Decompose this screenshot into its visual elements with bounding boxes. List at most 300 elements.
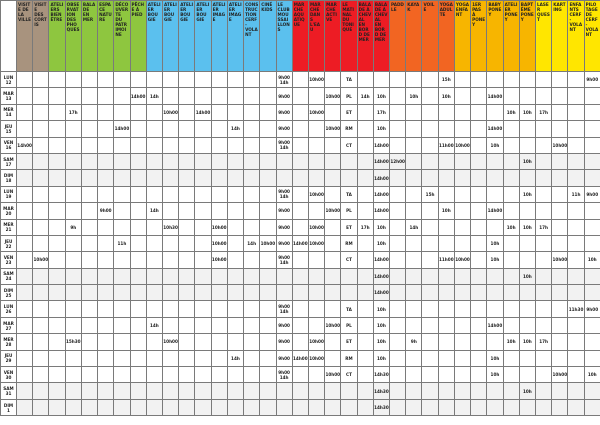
schedule-cell	[568, 219, 584, 235]
schedule-cell	[244, 121, 260, 137]
schedule-cell	[422, 252, 438, 268]
day-label	[1, 170, 17, 186]
schedule-cell	[471, 268, 487, 284]
schedule-cell	[357, 88, 373, 104]
schedule-cell	[438, 268, 454, 284]
session-time: 14h	[409, 224, 419, 230]
schedule-cell	[195, 367, 211, 383]
schedule-cell	[114, 399, 130, 415]
schedule-cell	[471, 104, 487, 120]
schedule-cell	[308, 137, 324, 153]
activity-column-header	[487, 1, 503, 72]
schedule-cell	[49, 285, 65, 301]
schedule-cell	[211, 350, 227, 366]
session-time: 10h00	[163, 109, 178, 115]
schedule-cell	[454, 334, 470, 350]
schedule-cell	[227, 170, 243, 186]
schedule-cell	[130, 137, 146, 153]
schedule-cell	[130, 186, 146, 202]
session-time: 10h	[522, 224, 532, 230]
schedule-cell	[195, 137, 211, 153]
activity-column-label: CINÉ KIDS	[261, 2, 273, 12]
schedule-cell	[260, 367, 276, 383]
day-number: 12	[5, 79, 12, 85]
schedule-cell	[438, 235, 454, 251]
schedule-cell	[81, 383, 97, 399]
schedule-cell	[471, 88, 487, 104]
day-row	[1, 383, 600, 399]
activity-column-header	[325, 1, 341, 72]
schedule-cell	[487, 350, 503, 366]
schedule-cell	[454, 317, 470, 333]
activity-column-label: YOGA ADULTE	[439, 2, 453, 17]
schedule-cell	[357, 72, 373, 88]
schedule-cell	[244, 72, 260, 88]
schedule-cell	[519, 350, 535, 366]
schedule-cell	[146, 367, 162, 383]
schedule-cell	[552, 285, 568, 301]
schedule-cell	[292, 235, 308, 251]
schedule-cell	[195, 334, 211, 350]
day-row	[1, 334, 600, 350]
schedule-cell	[292, 186, 308, 202]
schedule-cell	[130, 350, 146, 366]
schedule-cell	[406, 186, 422, 202]
weekday-name: LUN	[3, 74, 14, 80]
schedule-cell	[341, 252, 357, 268]
activity-column-header	[17, 1, 33, 72]
schedule-cell	[211, 153, 227, 169]
schedule-cell	[276, 203, 292, 219]
activity-column-label: CONSTRUCTION CERF-VOLANT	[245, 2, 259, 37]
schedule-cell	[454, 301, 470, 317]
session-time: 10h00	[309, 241, 324, 247]
schedule-cell	[341, 88, 357, 104]
schedule-cell	[390, 104, 406, 120]
day-number: 23	[5, 259, 12, 265]
schedule-cell	[487, 235, 503, 251]
session-time: 10h00	[33, 257, 49, 263]
schedule-cell	[519, 153, 535, 169]
session-time: 9h00	[278, 323, 290, 329]
schedule-cell	[373, 203, 389, 219]
session-time: 10h	[522, 339, 532, 345]
activity-column-label: KAYAK	[407, 2, 420, 12]
session-time: 10h	[490, 372, 500, 378]
schedule-cell	[536, 383, 552, 399]
schedule-cell	[17, 235, 33, 251]
activity-column-header	[341, 1, 357, 72]
schedule-cell	[422, 383, 438, 399]
schedule-cell	[584, 137, 600, 153]
schedule-cell	[438, 121, 454, 137]
schedule-cell	[33, 104, 49, 120]
schedule-cell	[568, 170, 584, 186]
session-time: 14h00	[374, 273, 389, 279]
day-number: 30	[5, 374, 12, 380]
schedule-cell	[454, 383, 470, 399]
schedule-cell	[552, 383, 568, 399]
schedule-cell	[130, 170, 146, 186]
session-time: 9h00	[278, 355, 290, 361]
schedule-cell	[114, 367, 130, 383]
session-time: 10h	[522, 273, 532, 279]
schedule-cell	[17, 350, 33, 366]
schedule-cell	[227, 285, 243, 301]
weekday-name: MAR	[3, 205, 14, 211]
schedule-cell	[519, 235, 535, 251]
activity-column-header	[471, 1, 487, 72]
schedule-cell	[487, 203, 503, 219]
schedule-cell	[584, 235, 600, 251]
schedule-cell	[244, 88, 260, 104]
schedule-cell	[438, 334, 454, 350]
session-time: 9h00	[278, 189, 290, 195]
schedule-cell	[260, 137, 276, 153]
weekday-name: LUN	[3, 189, 14, 195]
session-time: 14h	[231, 126, 240, 132]
schedule-cell	[81, 268, 97, 284]
session-time: 14h	[231, 355, 240, 361]
schedule-cell	[130, 88, 146, 104]
schedule-cell	[503, 285, 519, 301]
activity-column-header	[519, 1, 535, 72]
schedule-cell	[65, 399, 81, 415]
day-number: 19	[5, 194, 12, 200]
schedule-cell	[260, 203, 276, 219]
schedule-cell	[162, 317, 178, 333]
schedule-cell	[276, 334, 292, 350]
schedule-cell	[308, 186, 324, 202]
schedule-cell	[568, 235, 584, 251]
schedule-cell	[49, 137, 65, 153]
schedule-cell	[325, 203, 341, 219]
schedule-cell	[292, 203, 308, 219]
schedule-cell	[227, 88, 243, 104]
session-time: 10h	[506, 109, 516, 115]
schedule-cell	[146, 350, 162, 366]
schedule-cell	[162, 104, 178, 120]
session-time: 14h00	[487, 208, 503, 214]
schedule-cell	[227, 153, 243, 169]
schedule-cell	[390, 367, 406, 383]
schedule-cell	[341, 153, 357, 169]
session-time: 17h	[539, 109, 549, 115]
schedule-cell	[406, 399, 422, 415]
schedule-cell	[179, 186, 195, 202]
schedule-cell	[536, 104, 552, 120]
schedule-cell	[33, 72, 49, 88]
activity-column-header	[357, 1, 373, 72]
schedule-cell	[503, 383, 519, 399]
schedule-cell	[325, 153, 341, 169]
schedule-cell	[162, 383, 178, 399]
session-time: 14h	[279, 194, 289, 200]
session-time: 10h00	[552, 257, 568, 263]
schedule-cell	[308, 367, 324, 383]
schedule-cell	[162, 219, 178, 235]
schedule-cell	[373, 219, 389, 235]
weekday-name: DIM	[3, 402, 14, 408]
schedule-cell	[584, 121, 600, 137]
schedule-cell	[162, 301, 178, 317]
schedule-cell	[373, 285, 389, 301]
schedule-cell	[195, 203, 211, 219]
activity-column-label: ATELIERS BIEN ÊTRE	[50, 2, 64, 22]
schedule-cell	[503, 186, 519, 202]
schedule-cell	[325, 285, 341, 301]
schedule-cell	[390, 72, 406, 88]
schedule-cell	[584, 219, 600, 235]
schedule-cell	[438, 252, 454, 268]
schedule-cell	[584, 203, 600, 219]
session-time: 10h	[377, 126, 386, 132]
schedule-cell	[325, 219, 341, 235]
schedule-cell	[17, 88, 33, 104]
schedule-cell	[357, 186, 373, 202]
schedule-cell	[33, 383, 49, 399]
session-time: 14h00	[293, 241, 308, 247]
schedule-cell	[519, 334, 535, 350]
schedule-cell	[536, 350, 552, 366]
schedule-cell	[406, 203, 422, 219]
schedule-cell	[422, 72, 438, 88]
schedule-cell	[390, 153, 406, 169]
schedule-cell	[227, 137, 243, 153]
day-label	[1, 317, 17, 333]
session-time: 12h00	[390, 159, 405, 165]
schedule-cell	[308, 88, 324, 104]
schedule-cell	[114, 137, 130, 153]
schedule-cell	[454, 153, 470, 169]
day-number: 28	[5, 341, 12, 347]
session-time: 15h	[441, 77, 451, 83]
schedule-cell	[227, 235, 243, 251]
schedule-cell	[227, 367, 243, 383]
activity-column-header	[552, 1, 568, 72]
schedule-cell	[162, 72, 178, 88]
schedule-cell	[438, 285, 454, 301]
schedule-cell	[536, 153, 552, 169]
session-time: 10h00	[309, 355, 324, 361]
schedule-cell	[65, 252, 81, 268]
schedule-cell	[308, 285, 324, 301]
schedule-cell	[260, 317, 276, 333]
schedule-cell	[536, 88, 552, 104]
schedule-cell	[552, 137, 568, 153]
weekday-name: DIM	[3, 173, 14, 179]
schedule-cell	[17, 285, 33, 301]
session-time: 14h	[149, 208, 159, 214]
schedule-cell	[308, 235, 324, 251]
schedule-cell	[552, 235, 568, 251]
schedule-cell	[373, 186, 389, 202]
schedule-cell	[276, 72, 292, 88]
schedule-cell	[179, 252, 195, 268]
schedule-cell	[227, 186, 243, 202]
activity-column-header	[422, 1, 438, 72]
schedule-cell	[227, 399, 243, 415]
session-time: 10h	[490, 355, 500, 361]
schedule-cell	[98, 153, 114, 169]
schedule-cell	[33, 317, 49, 333]
schedule-cell	[65, 121, 81, 137]
day-row	[1, 153, 600, 169]
session-time: 10h00	[309, 224, 324, 230]
schedule-cell	[98, 186, 114, 202]
day-row	[1, 137, 600, 153]
schedule-cell	[373, 72, 389, 88]
schedule-cell	[308, 252, 324, 268]
schedule-cell	[341, 399, 357, 415]
schedule-cell	[519, 88, 535, 104]
schedule-cell	[357, 383, 373, 399]
schedule-cell	[308, 317, 324, 333]
schedule-cell	[211, 334, 227, 350]
schedule-cell	[130, 334, 146, 350]
schedule-cell	[406, 367, 422, 383]
schedule-cell	[17, 383, 33, 399]
schedule-cell	[471, 219, 487, 235]
activity-column-label: ATELIER BOUGIE	[147, 2, 161, 22]
schedule-cell	[260, 88, 276, 104]
schedule-cell	[227, 203, 243, 219]
schedule-cell	[98, 285, 114, 301]
schedule-cell	[17, 186, 33, 202]
activity-column-label: BAPTÊME PONEY	[520, 2, 534, 22]
schedule-cell	[130, 235, 146, 251]
day-label	[1, 367, 17, 383]
schedule-cell	[17, 367, 33, 383]
session-time: 14h00	[374, 175, 389, 181]
schedule-cell	[17, 72, 33, 88]
schedule-cell	[179, 301, 195, 317]
schedule-cell	[65, 88, 81, 104]
schedule-cell	[292, 72, 308, 88]
schedule-cell	[406, 104, 422, 120]
schedule-cell	[552, 121, 568, 137]
activity-column-header	[276, 1, 292, 72]
schedule-cell	[503, 301, 519, 317]
schedule-cell	[292, 153, 308, 169]
schedule-cell	[98, 317, 114, 333]
schedule-cell	[146, 170, 162, 186]
schedule-cell	[179, 268, 195, 284]
schedule-cell	[276, 88, 292, 104]
schedule-cell	[373, 137, 389, 153]
session-time: 10h	[377, 241, 386, 247]
activity-column-label: YOGA ENFANT	[455, 2, 470, 17]
schedule-cell	[568, 137, 584, 153]
schedule-cell	[373, 252, 389, 268]
session-time: 10h00	[163, 339, 178, 345]
session-time: 10h	[522, 109, 532, 115]
schedule-cell	[33, 334, 49, 350]
schedule-cell	[114, 88, 130, 104]
schedule-cell	[536, 235, 552, 251]
schedule-cell	[17, 252, 33, 268]
schedule-cell	[49, 268, 65, 284]
schedule-cell	[503, 350, 519, 366]
schedule-cell	[552, 170, 568, 186]
schedule-cell	[325, 317, 341, 333]
schedule-cell	[471, 153, 487, 169]
schedule-cell	[292, 219, 308, 235]
day-number: 29	[5, 358, 12, 364]
session-time: 10h00	[325, 126, 341, 132]
day-label	[1, 301, 17, 317]
schedule-cell	[325, 186, 341, 202]
schedule-cell	[503, 367, 519, 383]
schedule-cell	[276, 252, 292, 268]
schedule-cell	[292, 350, 308, 366]
schedule-cell	[438, 317, 454, 333]
table-header	[1, 1, 600, 72]
schedule-cell	[568, 285, 584, 301]
schedule-cell	[584, 350, 600, 366]
day-row	[1, 121, 600, 137]
session-time: 10h	[490, 257, 500, 263]
schedule-cell	[357, 268, 373, 284]
session-time: 9h00	[278, 369, 290, 375]
schedule-cell	[325, 235, 341, 251]
session-time: 10h	[506, 224, 516, 230]
schedule-cell	[357, 317, 373, 333]
session-time: 9h00	[278, 241, 290, 247]
schedule-cell	[438, 88, 454, 104]
schedule-cell	[390, 285, 406, 301]
schedule-cell	[114, 285, 130, 301]
schedule-cell	[179, 104, 195, 120]
schedule-cell	[81, 121, 97, 137]
schedule-cell	[162, 88, 178, 104]
activity-column-header	[454, 1, 470, 72]
session-time: 15h	[425, 191, 435, 197]
schedule-cell	[195, 268, 211, 284]
schedule-cell	[211, 235, 227, 251]
schedule-cell	[406, 301, 422, 317]
schedule-cell	[292, 137, 308, 153]
activity-column-header	[162, 1, 178, 72]
schedule-cell	[260, 268, 276, 284]
schedule-cell	[584, 153, 600, 169]
schedule-cell	[162, 350, 178, 366]
day-label	[1, 121, 17, 137]
schedule-cell	[98, 350, 114, 366]
session-time: 14h30	[374, 372, 389, 378]
schedule-cell	[276, 186, 292, 202]
schedule-cell	[276, 137, 292, 153]
schedule-cell	[114, 153, 130, 169]
schedule-cell	[244, 153, 260, 169]
day-row	[1, 203, 600, 219]
schedule-cell	[98, 334, 114, 350]
schedule-cell	[406, 72, 422, 88]
session-time: 10h00	[211, 224, 227, 230]
schedule-cell	[81, 399, 97, 415]
activity-column-header	[308, 1, 324, 72]
activity-column-header	[292, 1, 308, 72]
schedule-cell	[211, 121, 227, 137]
schedule-cell	[33, 252, 49, 268]
schedule-cell	[179, 203, 195, 219]
schedule-cell	[114, 301, 130, 317]
activity-column-label: MARCHE ACTIVE	[326, 2, 337, 22]
schedule-cell	[487, 367, 503, 383]
schedule-cell	[454, 88, 470, 104]
schedule-cell	[292, 88, 308, 104]
activity-column-label: BALADE À CHEVAL EN BORD DE MER	[374, 2, 388, 42]
